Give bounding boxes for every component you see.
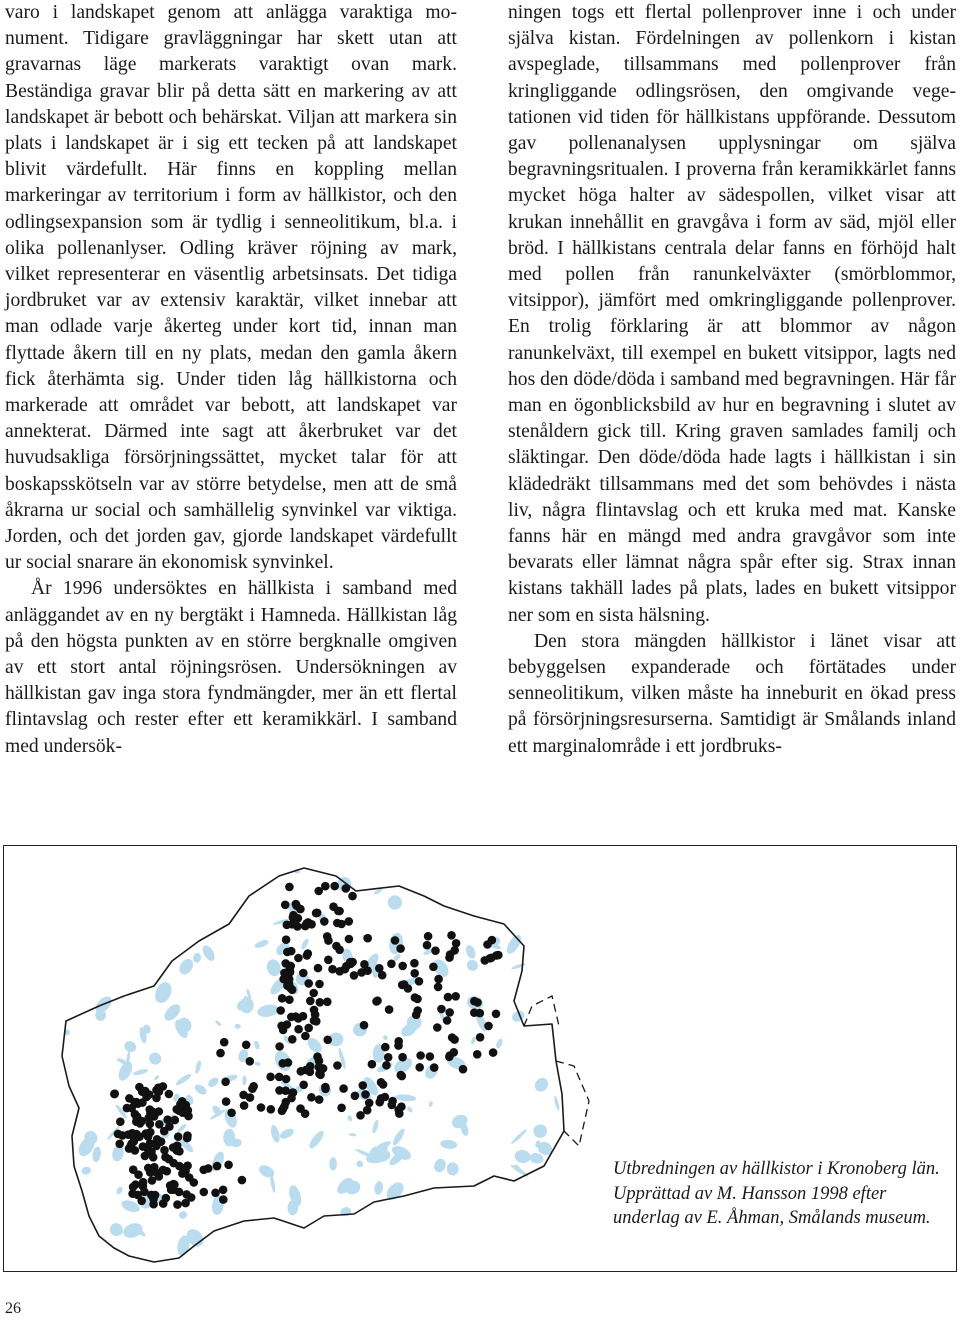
site-dot [292, 900, 301, 909]
site-dot [368, 1060, 377, 1069]
site-dot [145, 1105, 154, 1114]
page-number: 26 [5, 1300, 21, 1317]
site-dot [267, 1105, 276, 1114]
site-dot [178, 1108, 187, 1117]
site-dot [134, 1099, 143, 1108]
lake [269, 1124, 281, 1143]
lake [406, 1106, 414, 1114]
site-dot [299, 969, 308, 978]
site-dot [287, 947, 296, 956]
site-dot [337, 920, 346, 929]
lake [178, 1210, 188, 1220]
site-dot [297, 1067, 306, 1076]
site-dot [141, 1152, 150, 1161]
site-dot [332, 942, 341, 951]
site-dot [173, 1200, 182, 1209]
site-dot [410, 969, 419, 978]
site-dot [246, 1057, 255, 1066]
lake [391, 1127, 407, 1147]
site-dot [314, 964, 323, 973]
site-dot [348, 958, 357, 967]
site-dot [413, 995, 422, 1004]
lake [373, 1181, 383, 1196]
site-dot [375, 964, 384, 973]
site-dot [139, 1178, 148, 1187]
border-dashed-line [524, 996, 589, 1146]
site-dot [341, 965, 350, 974]
site-dot [483, 940, 492, 949]
site-dot [361, 1090, 370, 1099]
site-dot [473, 1050, 482, 1059]
site-dot [239, 1091, 248, 1100]
site-dot [155, 1107, 164, 1116]
site-dot [315, 1063, 324, 1072]
lake [349, 1133, 357, 1137]
site-dot [221, 1078, 230, 1087]
site-dot [211, 1189, 220, 1198]
site-dot [118, 1131, 127, 1140]
lake [395, 1094, 417, 1102]
site-dot [363, 934, 372, 943]
site-dot [423, 941, 432, 950]
site-dot [450, 1048, 459, 1057]
site-dot [199, 1166, 208, 1175]
lake [115, 1186, 123, 1195]
site-dot [275, 1042, 284, 1051]
site-dot [173, 1146, 182, 1155]
lake [278, 1127, 295, 1141]
site-dot [280, 1102, 289, 1111]
site-dot [315, 980, 324, 989]
lake [177, 956, 196, 977]
site-dot [285, 995, 294, 1004]
site-dot [313, 909, 322, 918]
site-dot [248, 1084, 257, 1093]
site-dot [129, 1183, 138, 1192]
paragraph: År 1996 undersöktes en hällkista i samband med anläggandet av en ny bergtäkt i Hamneda. Hällkistan låg på den högsta punkten av en större bergknalle omgiven av ett stort antal röjningsrösen. Undersökningen av hällkistan gav inga stora fyndmängder, mer än ett flertal flintavslag och rester efter ett keramikkärl. I samband med undersök- [5, 578, 457, 757]
site-dot [391, 936, 400, 945]
lake [495, 1038, 504, 1050]
site-dot [152, 1168, 161, 1177]
site-dot [175, 1188, 184, 1197]
site-dot [301, 1109, 310, 1118]
lake [80, 1165, 92, 1175]
site-dot [345, 917, 354, 926]
site-dot [224, 1161, 233, 1170]
site-dot [306, 1068, 315, 1077]
site-dot [240, 1101, 249, 1110]
lake [200, 943, 217, 963]
site-dot [307, 1093, 316, 1102]
site-dot [149, 1153, 158, 1162]
lake [307, 1129, 326, 1150]
site-dot [492, 1010, 501, 1019]
site-dot [388, 1101, 397, 1110]
site-dot [323, 998, 332, 1007]
site-dot [394, 1037, 403, 1046]
site-dot [382, 1061, 391, 1070]
site-dot [285, 981, 294, 990]
lake [446, 1162, 459, 1177]
site-dot [187, 1193, 196, 1202]
site-dot [160, 1127, 169, 1136]
site-dot [324, 936, 333, 945]
site-dot [350, 971, 359, 980]
lake [440, 1139, 458, 1150]
site-dot [324, 956, 333, 965]
site-dot [313, 1052, 322, 1061]
site-dot [140, 1188, 149, 1197]
site-dot [281, 901, 290, 910]
site-dot [219, 1186, 228, 1195]
site-dot [142, 1129, 151, 1138]
site-dot [302, 919, 311, 928]
site-dot [489, 1048, 498, 1057]
site-dot [222, 1097, 231, 1106]
lake [153, 1075, 159, 1081]
paragraph: Den stora mängden hällkistor i länet visar att bebyggelsen expanderade och förtätades under senneolitikum, vilken måste ha inneburit en ökad press på försörjningsresurserna. Samtidigt är Smålands inland ett marginalområde i ett jordbruks- [508, 630, 956, 757]
site-dot [219, 1195, 228, 1204]
site-dot [446, 950, 455, 959]
site-dot [470, 997, 479, 1006]
site-dot [356, 1111, 365, 1120]
site-dot [316, 998, 325, 1007]
lake [371, 1119, 379, 1134]
lake [192, 952, 201, 963]
site-dot [178, 1097, 187, 1106]
site-dot [377, 1094, 386, 1103]
site-dot [136, 1119, 145, 1128]
site-dot [116, 1117, 125, 1126]
site-dot [159, 1199, 168, 1208]
lake [464, 944, 477, 960]
site-dot [304, 979, 313, 988]
site-dot [377, 1078, 386, 1087]
site-dot [430, 1063, 439, 1072]
site-dot [412, 1011, 421, 1020]
site-dot [315, 1095, 324, 1104]
site-dot [345, 935, 354, 944]
site-dot [170, 1180, 179, 1189]
left-text-column [5, 0, 457, 760]
site-dot [450, 1035, 459, 1044]
site-dot [487, 954, 496, 963]
lake [253, 1040, 260, 1050]
lake [532, 1075, 551, 1094]
site-dot [431, 946, 440, 955]
site-dot [323, 1036, 332, 1045]
lake [553, 1096, 560, 1112]
site-dot [294, 954, 303, 963]
site-dot [238, 1176, 247, 1185]
lake [470, 1036, 477, 1045]
site-dot [426, 1052, 435, 1061]
site-dot [151, 1191, 160, 1200]
site-dot [415, 1063, 424, 1072]
site-dot [145, 1090, 154, 1099]
site-dot [381, 1043, 390, 1052]
paragraph: ningen togs ett flertal pollenprover inne i och under själva kistan. Fördelningen av pollenkorn i kistan avspeglade, tillsammans med pollenprover från kringliggande odlingsrösen, den omgivande vegetationen vid tiden för hällkistans uppförande. Dessutom gav pollenanalysen upplysningar om själva begravningsritualen. I proverna från keramikkärlet fanns mycket höga halter av sädespollen, vilket visar att krukan innehållit en gravgåva i form av säd, mjöl eller bröd. I hällkistans centrala delar fanns en förhöjd halt med pollen från ranunkelväxter (smörblommor, vitsippor), jämfört med omkringliggande pollenprover. En trolig förklaring är att blommor av någon ranunkelväxt, till exempel en bukett vitsippor, lagts ned hos den döde/döda i samband med begravningen. Här får man en ögonblicksbild av hur en begravning i slutet av stenåldern gick till. Kring graven samlades familj och släktingar. Den döde/döda hade lagts i hällkistan i sin klädedräkt tillsammans med det som behövdes i nästa liv, några flintavslag och ett kruka med mat. Kanske fanns här en mängd med andra gravgåvor som inte bevarats eller lämnat några spår efter sig. Strax innan kistans takhäll lades på plats, lades en bukett vitsippor ner som en sista hälsning. [508, 2, 956, 626]
lake [206, 1076, 220, 1089]
site-dot [415, 977, 424, 986]
lake [147, 1050, 164, 1067]
site-dot [220, 1038, 229, 1047]
site-dot [348, 892, 357, 901]
site-dot [443, 1016, 452, 1025]
site-dot [360, 1021, 369, 1030]
lake [428, 1101, 433, 1108]
site-dot [175, 1162, 184, 1171]
site-dot [320, 917, 329, 926]
site-dot [303, 951, 312, 960]
site-dot [299, 1081, 308, 1090]
site-dot [304, 1024, 313, 1033]
site-dot [321, 882, 330, 891]
lake [265, 958, 283, 978]
site-dot [289, 911, 298, 920]
lake [256, 1003, 279, 1019]
site-dot [424, 932, 433, 941]
site-dot [333, 1061, 342, 1070]
site-dot [398, 962, 407, 971]
site-dot [115, 1140, 124, 1149]
site-dot [276, 1006, 285, 1015]
site-dot [285, 883, 294, 892]
site-dot [294, 1025, 303, 1034]
site-dot [398, 1053, 407, 1062]
site-dot [282, 1075, 291, 1084]
lake [300, 938, 310, 951]
site-dot [279, 1059, 288, 1068]
site-dot [434, 983, 443, 992]
site-dot [351, 1092, 360, 1101]
lake [510, 1128, 528, 1145]
site-dot [110, 1090, 119, 1099]
site-dot [429, 963, 438, 972]
site-dot [174, 1132, 183, 1141]
site-dot [470, 1008, 479, 1017]
site-dot [330, 882, 339, 891]
site-dot [288, 1089, 297, 1098]
site-dot [384, 1053, 393, 1062]
site-dot [288, 1035, 297, 1044]
site-dot [312, 1017, 321, 1026]
site-dot [146, 1139, 155, 1148]
figure-caption: Utbredningen av hällkistor i Kronoberg län. Upprättad av M. Hansson 1998 efter underlag av E. Åhman, Smålands museum. [613, 1159, 940, 1228]
site-dot [287, 1013, 296, 1022]
lake [122, 1039, 138, 1054]
lake [242, 1076, 246, 1086]
site-dot [279, 1026, 288, 1035]
site-dot [316, 1071, 325, 1080]
site-dot [216, 1049, 225, 1058]
lake [234, 1023, 241, 1029]
lake [194, 1060, 202, 1074]
lake [329, 1157, 337, 1170]
lake [465, 958, 481, 973]
site-dot [433, 1023, 442, 1032]
site-dot [359, 1081, 368, 1090]
site-dot [459, 1065, 468, 1074]
site-dot [306, 997, 315, 1006]
site-dot [278, 994, 287, 1003]
site-dot [385, 1005, 394, 1014]
site-dot [396, 944, 405, 953]
site-dot [365, 1099, 374, 1108]
site-dot [334, 907, 343, 916]
site-dot [129, 1165, 138, 1174]
site-dot [288, 920, 297, 929]
site-dot [213, 1162, 222, 1171]
site-dot [337, 1104, 346, 1113]
lake [193, 1083, 208, 1097]
site-dot [339, 1084, 348, 1093]
lake [347, 1115, 353, 1122]
lake [382, 1034, 389, 1041]
site-dot [451, 992, 460, 1001]
site-dot [301, 1032, 310, 1041]
site-dot [148, 1176, 157, 1185]
site-dot [447, 931, 456, 940]
site-dot [227, 1109, 236, 1118]
lake [511, 962, 526, 970]
site-dot [397, 1071, 406, 1080]
paragraph: varo i landskapet genom att anlägga varaktiga monument. Tidigare gravläggningar har skett utan att gravarnas läge markerats varaktigt ovan mark. Beständiga gravar blir på detta sätt en markering av att landskapet är bebott och behärskat. Viljan att markera sin plats i landskapet är i sig ett tecken på att landskapet blivit värdefullt. Här finns en koppling mellan markeringar av territorium i form av hällkistor, och den odlingsexpansion som är tydlig i senneolitikum, bl.a. i olika pollenanlyser. Odling kräver röjning av mark, vilket representerar en väsentlig arbetsinsats. Det tidiga jordbruket var av extensiv karaktär, vilket innebar att man odlade varje åkerteg under kort tid, innan man flyttade åkern till en ny plats, medan den gamla åkern fick återhämta sig. Under tiden låg hällkistorna och markerade att området var bebott, att landskapet var annekterat. Därmed inte sagt att åkerbruket var det huvudsakliga försörjningssättet, mycket talar för att boskapsskötseln var av större betydelse, men att de små åkrarna ur social och samhällelig synvinkel var viktiga. Jorden, och det jorden gav, gjorde landskapet värdefullt ur social snarare än ekonomisk synvinkel. [5, 2, 457, 574]
lake [133, 1068, 149, 1076]
site-dot [342, 884, 351, 893]
site-dot [437, 1005, 446, 1014]
lake [214, 1020, 222, 1027]
site-dot [161, 1153, 170, 1162]
lake [510, 1163, 530, 1178]
lake [432, 1157, 448, 1174]
lake [514, 1148, 532, 1164]
site-dot [257, 1103, 266, 1112]
site-dot [372, 997, 381, 1006]
site-dot [404, 984, 413, 993]
site-dot [200, 1188, 209, 1197]
site-dot [309, 989, 318, 998]
site-dot [165, 1090, 174, 1099]
lake [92, 1146, 102, 1163]
right-text-column [508, 0, 956, 760]
site-dot [476, 1033, 485, 1042]
lake [532, 1123, 549, 1140]
site-dot [444, 993, 453, 1002]
site-dot [397, 1102, 406, 1111]
site-dot [410, 959, 419, 968]
site-dot [434, 975, 443, 984]
lake [109, 1222, 125, 1238]
site-dot [242, 1041, 251, 1050]
site-dot [445, 1008, 454, 1017]
site-dot [123, 1104, 132, 1113]
site-dot [357, 968, 366, 977]
site-dot [416, 1051, 425, 1060]
site-dot [171, 1116, 180, 1125]
site-dot [282, 935, 291, 944]
site-dot [190, 1178, 199, 1187]
site-dot [484, 1022, 493, 1031]
site-dot [387, 960, 396, 969]
site-dot [266, 1073, 275, 1082]
lake [355, 1159, 364, 1168]
lake [387, 895, 402, 910]
site-dot [321, 1085, 330, 1094]
site-dot [310, 1006, 319, 1015]
site-dot [155, 1087, 164, 1096]
lake [257, 1163, 276, 1180]
lake [254, 1061, 261, 1066]
lake [175, 1072, 193, 1086]
lake [504, 933, 524, 956]
site-dot [183, 1134, 192, 1143]
lake [269, 1174, 276, 1193]
